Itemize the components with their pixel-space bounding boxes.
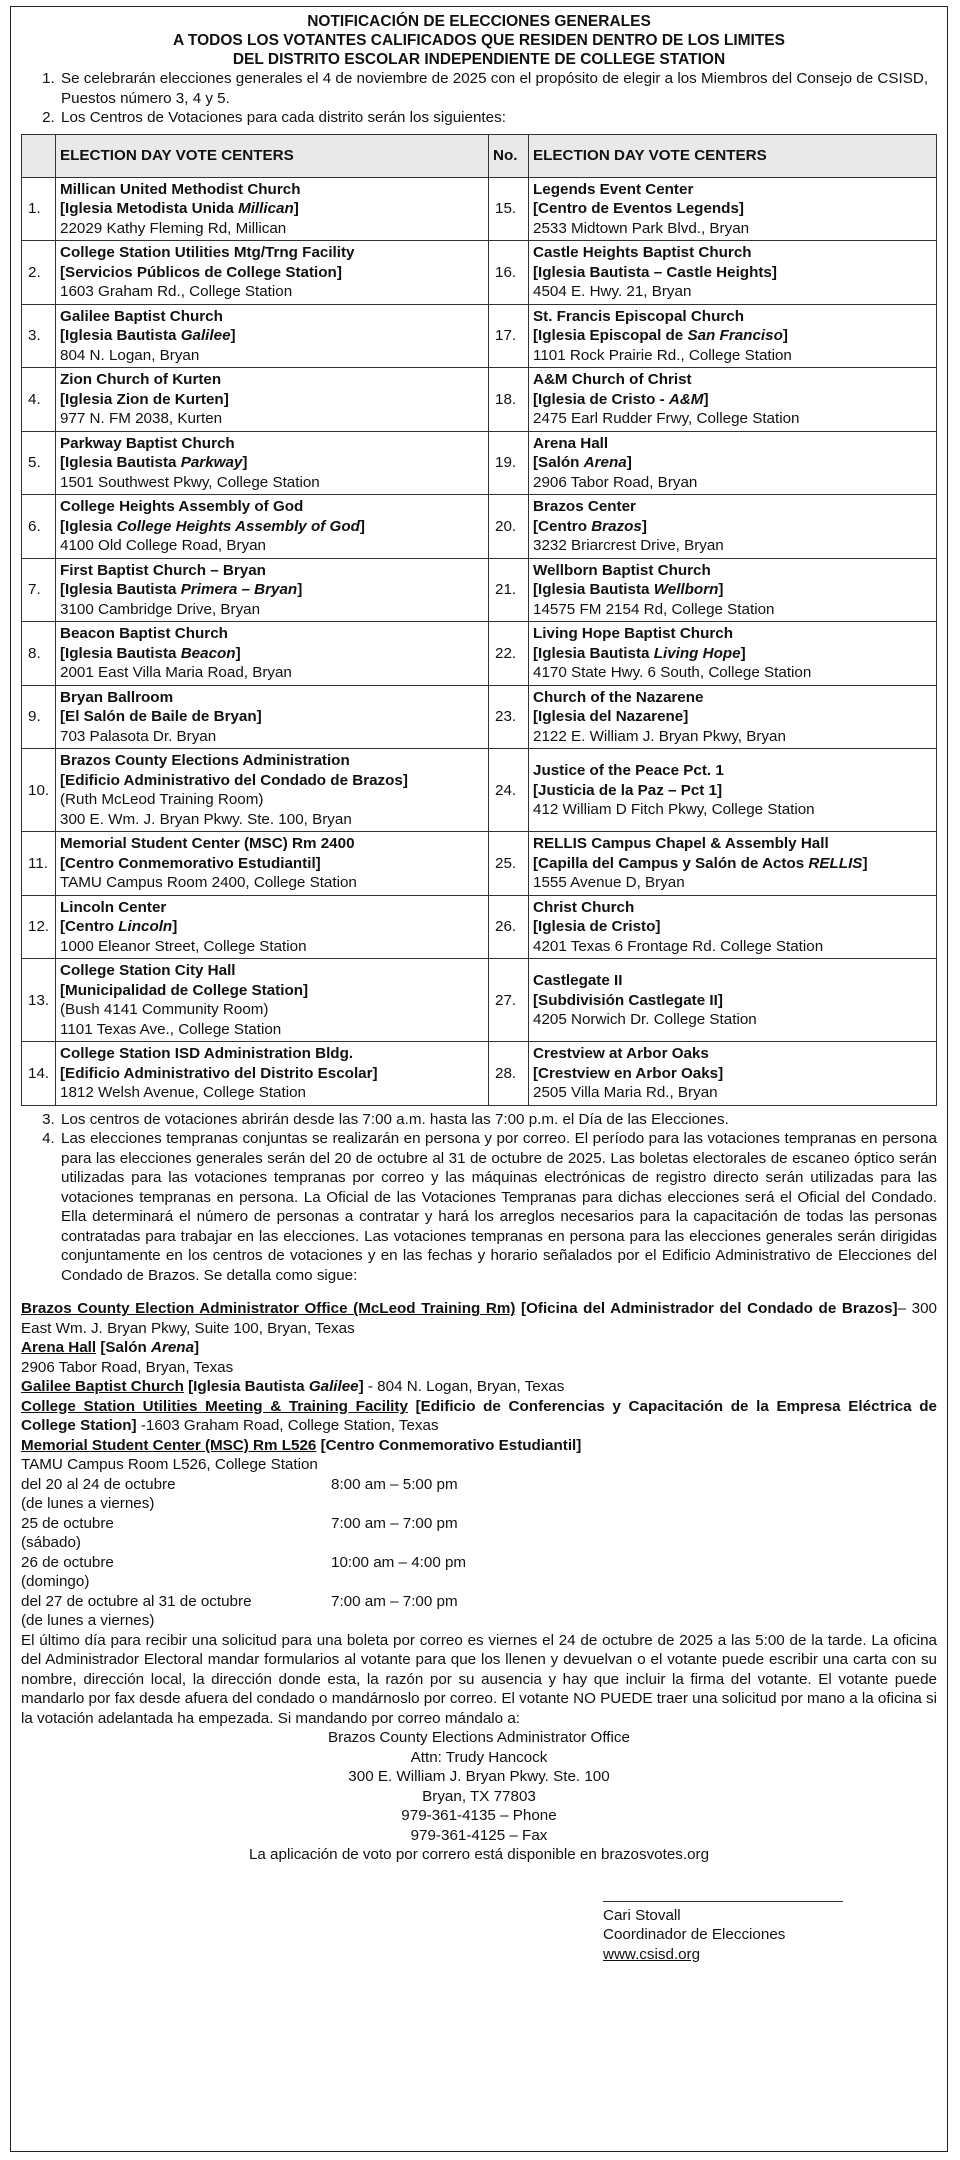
row-number-right-text: 21. bbox=[495, 581, 517, 599]
vote-center-right bbox=[529, 832, 937, 896]
center-spanish-name: [Edificio Administrativo del Distrito Escolar] bbox=[60, 1064, 378, 1082]
row-number-left bbox=[22, 1042, 56, 1106]
vote-center-left bbox=[56, 558, 489, 622]
center-spanish-end: ] bbox=[862, 854, 868, 872]
header-left: ELECTION DAY VOTE CENTERS bbox=[56, 134, 489, 177]
row-number-left-text: 2. bbox=[28, 263, 41, 281]
center-spanish-end: ] bbox=[242, 454, 248, 472]
row-number-right bbox=[489, 368, 529, 432]
center-name: Castle Heights Baptist Church bbox=[533, 244, 752, 262]
center-spanish-italic: Millican bbox=[238, 200, 294, 218]
row-number-left-text: 13. bbox=[28, 991, 50, 1009]
vote-center-right bbox=[529, 177, 937, 241]
row-number-left-text: 14. bbox=[28, 1064, 50, 1082]
header-line-3: DEL DISTRITO ESCOLAR INDEPENDIENTE DE COLLEGE STATION bbox=[232, 50, 726, 68]
schedule-note-2: (sábado) bbox=[21, 1534, 81, 1552]
center-name: RELLIS Campus Chapel & Assembly Hall bbox=[533, 835, 829, 853]
row-number-right bbox=[489, 177, 529, 241]
row-number-right-text: 16. bbox=[495, 263, 517, 281]
center-spanish-name: [Servicios Públicos de College Station] bbox=[60, 263, 342, 281]
address-phone: 979-361-4135 – Phone bbox=[401, 1807, 557, 1825]
center-spanish-name: [Centro Conmemorativo Estudiantil] bbox=[60, 854, 321, 872]
center-address-2: 300 E. Wm. J. Bryan Pkwy. Ste. 100, Bryan bbox=[60, 810, 352, 828]
center-address: 703 Palasota Dr. Bryan bbox=[60, 727, 217, 745]
row-number-left-text: 3. bbox=[28, 327, 41, 345]
schedule-note-3: (domingo) bbox=[21, 1573, 90, 1591]
early-location-3 bbox=[21, 1377, 937, 1397]
notice-header bbox=[21, 13, 937, 69]
table-row bbox=[22, 685, 937, 749]
header-line-2: A TODOS LOS VOTANTES CALIFICADOS QUE RESIDEN DENTRO DE LOS LIMITES bbox=[172, 31, 785, 49]
row-number-left-text: 4. bbox=[28, 390, 41, 408]
center-spanish-name: [Iglesia Bautista – Castle Heights] bbox=[533, 263, 777, 281]
row-number-left bbox=[22, 304, 56, 368]
early-location-3-name: Galilee Baptist Church bbox=[21, 1378, 184, 1396]
center-spanish-end: ] bbox=[703, 390, 709, 408]
center-address: 22029 Kathy Fleming Rd, Millican bbox=[60, 219, 287, 237]
table-row bbox=[22, 558, 937, 622]
center-spanish-name: [Capilla del Campus y Salón de Actos bbox=[533, 854, 809, 872]
early-location-2-spanish-italic: Arena bbox=[150, 1339, 195, 1357]
election-notice bbox=[10, 6, 948, 2152]
header-line-1: NOTIFICACIÓN DE ELECCIONES GENERALES bbox=[307, 13, 651, 30]
early-location-2-address: 2906 Tabor Road, Bryan, Texas bbox=[21, 1358, 234, 1376]
early-location-4 bbox=[21, 1397, 937, 1436]
row-number-left-text: 7. bbox=[28, 581, 41, 599]
center-address: 2906 Tabor Road, Bryan bbox=[533, 473, 698, 491]
row-number-right-text: 20. bbox=[495, 517, 517, 535]
website-link[interactable]: www.csisd.org bbox=[603, 1945, 701, 1963]
row-number-right-text: 26. bbox=[495, 918, 517, 936]
center-address: 1101 Rock Prairie Rd., College Station bbox=[533, 346, 792, 364]
center-address: 1603 Graham Rd., College Station bbox=[60, 283, 293, 301]
address-line-4: Bryan, TX 77803 bbox=[422, 1787, 536, 1805]
row-number-left bbox=[22, 832, 56, 896]
vote-center-left bbox=[56, 177, 489, 241]
center-spanish-name: [Iglesia de Cristo - bbox=[533, 390, 669, 408]
center-address: 1000 Eleanor Street, College Station bbox=[60, 937, 307, 955]
center-name: Wellborn Baptist Church bbox=[533, 561, 711, 579]
vote-center-left bbox=[56, 622, 489, 686]
center-name: Brazos County Elections Administration bbox=[60, 752, 350, 770]
vote-center-left bbox=[56, 368, 489, 432]
center-spanish-italic: Brazos bbox=[591, 517, 642, 535]
center-name: Lincoln Center bbox=[60, 898, 167, 916]
vote-center-left bbox=[56, 495, 489, 559]
center-address: 412 William D Fitch Pkwy, College Station bbox=[533, 801, 815, 819]
center-spanish-italic: Living Hope bbox=[653, 644, 741, 662]
center-spanish-name: [Iglesia Metodista Unida bbox=[60, 200, 239, 218]
center-spanish-name: [Centro de Eventos Legends] bbox=[533, 200, 744, 218]
vote-center-left bbox=[56, 1042, 489, 1106]
center-name: Christ Church bbox=[533, 898, 635, 916]
center-spanish-italic: San Franciso bbox=[687, 327, 783, 345]
center-spanish-name: [Municipalidad de College Station] bbox=[60, 981, 309, 999]
row-number-right bbox=[489, 959, 529, 1042]
center-spanish-name: [Iglesia Episcopal de bbox=[533, 327, 688, 345]
row-number-right bbox=[489, 431, 529, 495]
row-number-right bbox=[489, 558, 529, 622]
mailing-address bbox=[21, 1728, 937, 1865]
address-line-1: Brazos County Elections Administrator Office bbox=[328, 1729, 630, 1747]
center-name: Bryan Ballroom bbox=[60, 688, 174, 706]
schedule-date-2: 25 de octubre bbox=[21, 1514, 114, 1532]
center-spanish-italic: A&M bbox=[668, 390, 704, 408]
early-location-3-spanish-end: ] bbox=[358, 1378, 364, 1396]
center-spanish-italic: College Heights Assembly of God bbox=[116, 517, 360, 535]
header-right: ELECTION DAY VOTE CENTERS bbox=[529, 134, 937, 177]
center-spanish-end: ] bbox=[230, 327, 236, 345]
vote-center-left bbox=[56, 749, 489, 832]
row-number-left-text: 11. bbox=[28, 854, 48, 872]
vote-center-left bbox=[56, 685, 489, 749]
address-line-2: Attn: Trudy Hancock bbox=[410, 1748, 548, 1766]
row-number-right-text: 19. bbox=[495, 454, 517, 472]
center-address: (Ruth McLeod Training Room) bbox=[60, 791, 264, 809]
center-spanish-name: [Edificio Administrativo del Condado de Brazos] bbox=[60, 771, 408, 789]
address-line-3: 300 E. William J. Bryan Pkwy. Ste. 100 bbox=[348, 1768, 610, 1786]
center-spanish-end: ] bbox=[359, 517, 365, 535]
row-number-right bbox=[489, 304, 529, 368]
vote-center-right bbox=[529, 1042, 937, 1106]
row-number-left-text: 12. bbox=[28, 918, 50, 936]
row-number-left-text: 6. bbox=[28, 517, 41, 535]
center-address: 4205 Norwich Dr. College Station bbox=[533, 1011, 757, 1029]
center-spanish-name: [Centro bbox=[533, 517, 592, 535]
center-spanish-name: [Subdivisión Castlegate II] bbox=[533, 991, 723, 1009]
table-row bbox=[22, 959, 937, 1042]
table-row bbox=[22, 177, 937, 241]
row-number-right bbox=[489, 1042, 529, 1106]
table-row bbox=[22, 895, 937, 959]
schedule-note-1: (de lunes a viernes) bbox=[21, 1495, 155, 1513]
row-number-left bbox=[22, 622, 56, 686]
center-address: TAMU Campus Room 2400, College Station bbox=[60, 874, 357, 892]
table-row bbox=[22, 832, 937, 896]
row-number-left-text: 5. bbox=[28, 454, 41, 472]
table-row bbox=[22, 304, 937, 368]
center-name: Parkway Baptist Church bbox=[60, 434, 235, 452]
center-name: Living Hope Baptist Church bbox=[533, 625, 733, 643]
center-spanish-end: ] bbox=[235, 644, 241, 662]
center-spanish-italic: Primera – Bryan bbox=[180, 581, 298, 599]
vote-center-right bbox=[529, 304, 937, 368]
header-blank bbox=[22, 134, 56, 177]
center-spanish-name: [Iglesia Bautista bbox=[60, 454, 181, 472]
center-name: Legends Event Center bbox=[533, 180, 694, 198]
row-number-right-text: 15. bbox=[495, 200, 517, 218]
center-spanish-name: [Salón bbox=[533, 454, 584, 472]
center-address: 977 N. FM 2038, Kurten bbox=[60, 410, 223, 428]
schedule-hours-3: 10:00 am – 4:00 pm bbox=[331, 1553, 467, 1571]
center-spanish-name: [Iglesia Bautista bbox=[533, 644, 654, 662]
early-location-2-spanish: [Salón bbox=[96, 1339, 151, 1357]
table-row bbox=[22, 749, 937, 832]
center-spanish-name: [El Salón de Baile de Bryan] bbox=[60, 708, 262, 726]
vote-center-right bbox=[529, 749, 937, 832]
vote-center-right bbox=[529, 622, 937, 686]
vote-center-left bbox=[56, 895, 489, 959]
row-number-right bbox=[489, 241, 529, 305]
center-address: 1555 Avenue D, Bryan bbox=[533, 874, 685, 892]
row-number-right-text: 25. bbox=[495, 854, 517, 872]
vote-center-left bbox=[56, 832, 489, 896]
table-row bbox=[22, 241, 937, 305]
center-address: (Bush 4141 Community Room) bbox=[60, 1001, 269, 1019]
row-number-left bbox=[22, 558, 56, 622]
row-number-left bbox=[22, 685, 56, 749]
intro-item-1: 1. Se celebrarán elecciones generales el 4 de noviembre de 2025 con el propósito de elegir a los Miembros del Consejo de CSISD, Puestos número 3, 4 y 5. bbox=[59, 69, 937, 108]
row-number-left bbox=[22, 241, 56, 305]
schedule-hours-2: 7:00 am – 7:00 pm bbox=[331, 1514, 458, 1532]
table-row bbox=[22, 368, 937, 432]
signature-line bbox=[603, 1901, 843, 1902]
center-name: Brazos Center bbox=[533, 498, 636, 516]
vote-center-right bbox=[529, 241, 937, 305]
schedule-hours-4: 7:00 am – 7:00 pm bbox=[331, 1592, 458, 1610]
row-number-right bbox=[489, 749, 529, 832]
center-name: Memorial Student Center (MSC) Rm 2400 bbox=[60, 835, 355, 853]
vote-center-right bbox=[529, 558, 937, 622]
center-name: Justice of the Peace Pct. 1 bbox=[533, 762, 724, 780]
center-spanish-name: [Iglesia del Nazarene] bbox=[533, 708, 689, 726]
center-address: 1501 Southwest Pkwy, College Station bbox=[60, 473, 320, 491]
row-number-right-text: 18. bbox=[495, 390, 517, 408]
center-spanish-end: ] bbox=[641, 517, 647, 535]
intro-list bbox=[21, 69, 937, 128]
center-name: First Baptist Church – Bryan bbox=[60, 561, 266, 579]
vote-center-right bbox=[529, 959, 937, 1042]
center-spanish-italic: Beacon bbox=[180, 644, 236, 662]
center-spanish-name: [Crestview en Arbor Oaks] bbox=[533, 1064, 724, 1082]
center-name: Castlegate II bbox=[533, 972, 623, 990]
center-spanish-end: ] bbox=[172, 918, 178, 936]
center-spanish-name: [Iglesia Bautista bbox=[533, 581, 654, 599]
row-number-left-text: 1. bbox=[28, 200, 41, 218]
table-row bbox=[22, 1042, 937, 1106]
early-location-3-address: - 804 N. Logan, Bryan, Texas bbox=[363, 1378, 565, 1396]
vote-center-left bbox=[56, 431, 489, 495]
table-header-row bbox=[22, 134, 937, 177]
center-name: Galilee Baptist Church bbox=[60, 307, 223, 325]
early-location-5-address: TAMU Campus Room L526, College Station bbox=[21, 1456, 318, 1474]
center-address: 4201 Texas 6 Frontage Rd. College Station bbox=[533, 937, 824, 955]
center-address: 3100 Cambridge Drive, Bryan bbox=[60, 600, 261, 618]
center-address: 2475 Earl Rudder Frwy, College Station bbox=[533, 410, 800, 428]
mail-ballot-paragraph: El último día para recibir una solicitud para una boleta por correo es viernes el 24 de octubre de 2025 a las 5:00 de la tarde. La oficina del Administrador Electoral mandar formularios al votante para que los llenen y devuelvan o el votante puede escribir una carta con su nombre, dirección local, la dirección donde esta, la razón por su ausencia y hay que incluir la firma del votante. El votante puede mandarlo por fax desde afuera del condado o mandárnoslo por correo. El votante NO PUEDE traer una solicitud por mano a la oficina si la votación adelantada ha empezada. Si mandando por correo mándalo a: bbox=[21, 1631, 937, 1727]
row-number-right-text: 17. bbox=[495, 327, 517, 345]
row-number-left bbox=[22, 959, 56, 1042]
center-spanish-name: [Iglesia Bautista bbox=[60, 581, 181, 599]
center-spanish-name: [Justicia de la Paz – Pct 1] bbox=[533, 781, 723, 799]
center-spanish-italic: Arena bbox=[583, 454, 627, 472]
center-address: 2001 East Villa Maria Road, Bryan bbox=[60, 664, 292, 682]
center-spanish-end: ] bbox=[740, 644, 746, 662]
row-number-left bbox=[22, 368, 56, 432]
center-name: Millican United Methodist Church bbox=[60, 180, 301, 198]
early-location-2-name: Arena Hall bbox=[21, 1339, 97, 1357]
table-row bbox=[22, 431, 937, 495]
signature-block bbox=[21, 1906, 937, 1965]
early-location-5-name: Memorial Student Center (MSC) Rm L526 bbox=[21, 1436, 317, 1454]
center-address: 804 N. Logan, Bryan bbox=[60, 346, 200, 364]
table-row bbox=[22, 622, 937, 686]
center-spanish-italic: Wellborn bbox=[653, 581, 719, 599]
schedule-date-1: del 20 al 24 de octubre bbox=[21, 1475, 176, 1493]
early-location-2-spanish-end: ] bbox=[194, 1339, 200, 1357]
early-location-4-address: -1603 Graham Road, College Station, Texas bbox=[136, 1417, 439, 1435]
center-spanish-italic: Galilee bbox=[180, 327, 231, 345]
row-number-right-text: 24. bbox=[495, 781, 517, 799]
center-name: Church of the Nazarene bbox=[533, 688, 704, 706]
row-number-right bbox=[489, 832, 529, 896]
early-location-1-spanish: [Oficina del Administrador del Condado de Brazos] bbox=[515, 1300, 898, 1318]
center-address: 2533 Midtown Park Blvd., Bryan bbox=[533, 219, 750, 237]
mail-application-note: La aplicación de voto por correro está disponible en brazosvotes.org bbox=[248, 1846, 710, 1864]
center-spanish-italic: RELLIS bbox=[808, 854, 863, 872]
header-number: No. bbox=[489, 134, 529, 177]
intro-item-2: 2. Los Centros de Votaciones para cada distrito serán los siguientes: bbox=[59, 108, 937, 128]
vote-center-right bbox=[529, 895, 937, 959]
row-number-left-text: 9. bbox=[28, 708, 41, 726]
vote-center-left bbox=[56, 241, 489, 305]
center-name: College Station ISD Administration Bldg. bbox=[60, 1045, 354, 1063]
center-spanish-name: [Iglesia de Cristo] bbox=[533, 918, 661, 936]
vote-center-right bbox=[529, 685, 937, 749]
early-voting-schedule bbox=[21, 1475, 937, 1631]
signer-title: Coordinador de Elecciones bbox=[603, 1926, 786, 1944]
item-4: 4. Las elecciones tempranas conjuntas se realizarán en persona y por correo. El período para las votaciones tempranas en persona para las elecciones generales serán del 20 de octubre al 31 de octubre de 2025. Las boletas electorales de escaneo óptico serán utilizadas para las votaciones tempranas por correo y las máquinas electrónicas de registro directo serán utilizadas para las votaciones tempranas en persona. La Oficial de las Votaciones Tempranas para dichas elecciones será el Oficial del Condado. Ella determinará el número de personas a contratar y hará los arreglos necesarios para la capacitación de todas las personas contratadas para trabajar en las elecciones. Las votaciones tempranas en persona para las elecciones generales serán dirigidas conjuntamente en los centros de votaciones y en las fechas y horario señalados por el Edificio Administrativo de Elecciones del Condado de Brazos. Se detalla como sigue: bbox=[59, 1129, 937, 1285]
center-spanish-end: ] bbox=[293, 200, 299, 218]
table-row bbox=[22, 495, 937, 559]
schedule-date-3: 26 de octubre bbox=[21, 1553, 114, 1571]
row-number-left bbox=[22, 177, 56, 241]
center-spanish-italic: Parkway bbox=[180, 454, 243, 472]
center-address: 2505 Villa Maria Rd., Bryan bbox=[533, 1084, 718, 1102]
schedule-note-4: (de lunes a viernes) bbox=[21, 1612, 155, 1630]
center-address: 2122 E. William J. Bryan Pkwy, Bryan bbox=[533, 727, 786, 745]
vote-center-left bbox=[56, 959, 489, 1042]
center-address: 4100 Old College Road, Bryan bbox=[60, 537, 267, 555]
early-location-3-spanish-italic: Galilee bbox=[308, 1378, 359, 1396]
center-address: 1812 Welsh Avenue, College Station bbox=[60, 1084, 306, 1102]
early-location-5 bbox=[21, 1436, 937, 1456]
row-number-left bbox=[22, 495, 56, 559]
row-number-right bbox=[489, 622, 529, 686]
center-address: 3232 Briarcrest Drive, Bryan bbox=[533, 537, 724, 555]
vote-centers-table bbox=[21, 134, 937, 1106]
row-number-right-text: 23. bbox=[495, 708, 517, 726]
vote-center-left bbox=[56, 304, 489, 368]
early-location-1-address: – 300 East Wm. J. Bryan Pkwy, Suite 100, Bryan, Texas bbox=[21, 1300, 937, 1337]
early-location-1-name: Brazos County Election Administrator Office (McLeod Training Rm) bbox=[21, 1300, 516, 1318]
center-name: Zion Church of Kurten bbox=[60, 371, 222, 389]
item-3: 3. Los centros de votaciones abrirán desde las 7:00 a.m. hasta las 7:00 p.m. el Día de las Elecciones. bbox=[59, 1110, 937, 1130]
center-name: A&M Church of Christ bbox=[533, 371, 692, 389]
row-number-right-text: 22. bbox=[495, 644, 517, 662]
center-address: 14575 FM 2154 Rd, College Station bbox=[533, 600, 775, 618]
center-name: Arena Hall bbox=[533, 434, 609, 452]
early-location-3-spanish: [Iglesia Bautista bbox=[183, 1378, 309, 1396]
row-number-left bbox=[22, 749, 56, 832]
row-number-right-text: 28. bbox=[495, 1064, 517, 1082]
center-name: College Station Utilities Mtg/Trng Facility bbox=[60, 244, 355, 262]
early-location-5-spanish: [Centro Conmemorativo Estudiantil] bbox=[316, 1436, 582, 1454]
center-name: Beacon Baptist Church bbox=[60, 625, 228, 643]
center-spanish-name: [Iglesia Bautista bbox=[60, 327, 181, 345]
early-location-4-name: College Station Utilities Meeting & Training Facility bbox=[21, 1397, 408, 1415]
row-number-left-text: 8. bbox=[28, 644, 41, 662]
vote-center-right bbox=[529, 495, 937, 559]
center-name: Crestview at Arbor Oaks bbox=[533, 1045, 709, 1063]
signer-name: Cari Stovall bbox=[603, 1906, 681, 1924]
early-location-4-spanish: [Edificio de Conferencias y Capacitación de la Empresa Eléctrica de College Station] bbox=[21, 1397, 937, 1435]
schedule-date-4: del 27 de octubre al 31 de octubre bbox=[21, 1592, 252, 1610]
center-name: St. Francis Episcopal Church bbox=[533, 307, 744, 325]
vote-center-right bbox=[529, 431, 937, 495]
row-number-left bbox=[22, 431, 56, 495]
center-spanish-end: ] bbox=[782, 327, 788, 345]
row-number-right bbox=[489, 895, 529, 959]
row-number-right bbox=[489, 685, 529, 749]
center-spanish-name: [Centro bbox=[60, 918, 119, 936]
center-spanish-end: ] bbox=[626, 454, 632, 472]
vote-center-right bbox=[529, 368, 937, 432]
center-spanish-name: [Iglesia Bautista bbox=[60, 644, 181, 662]
row-number-right bbox=[489, 495, 529, 559]
address-fax: 979-361-4125 – Fax bbox=[410, 1826, 548, 1844]
center-spanish-end: ] bbox=[297, 581, 303, 599]
center-address-2: 1101 Texas Ave., College Station bbox=[60, 1020, 282, 1038]
early-location-1 bbox=[21, 1299, 937, 1338]
center-spanish-name: [Iglesia Zion de Kurten] bbox=[60, 390, 229, 408]
center-spanish-italic: Lincoln bbox=[118, 918, 173, 936]
center-spanish-name: [Iglesia bbox=[60, 517, 117, 535]
center-name: College Station City Hall bbox=[60, 962, 236, 980]
center-name: College Heights Assembly of God bbox=[60, 498, 304, 516]
center-address: 4504 E. Hwy. 21, Bryan bbox=[533, 283, 692, 301]
early-location-2 bbox=[21, 1338, 937, 1358]
center-spanish-end: ] bbox=[718, 581, 724, 599]
row-number-left bbox=[22, 895, 56, 959]
row-number-right-text: 27. bbox=[495, 991, 517, 1009]
center-address: 4170 State Hwy. 6 South, College Station bbox=[533, 664, 812, 682]
schedule-hours-1: 8:00 am – 5:00 pm bbox=[331, 1475, 458, 1493]
row-number-left-text: 10. bbox=[28, 781, 50, 799]
conditions-list bbox=[21, 1110, 937, 1286]
